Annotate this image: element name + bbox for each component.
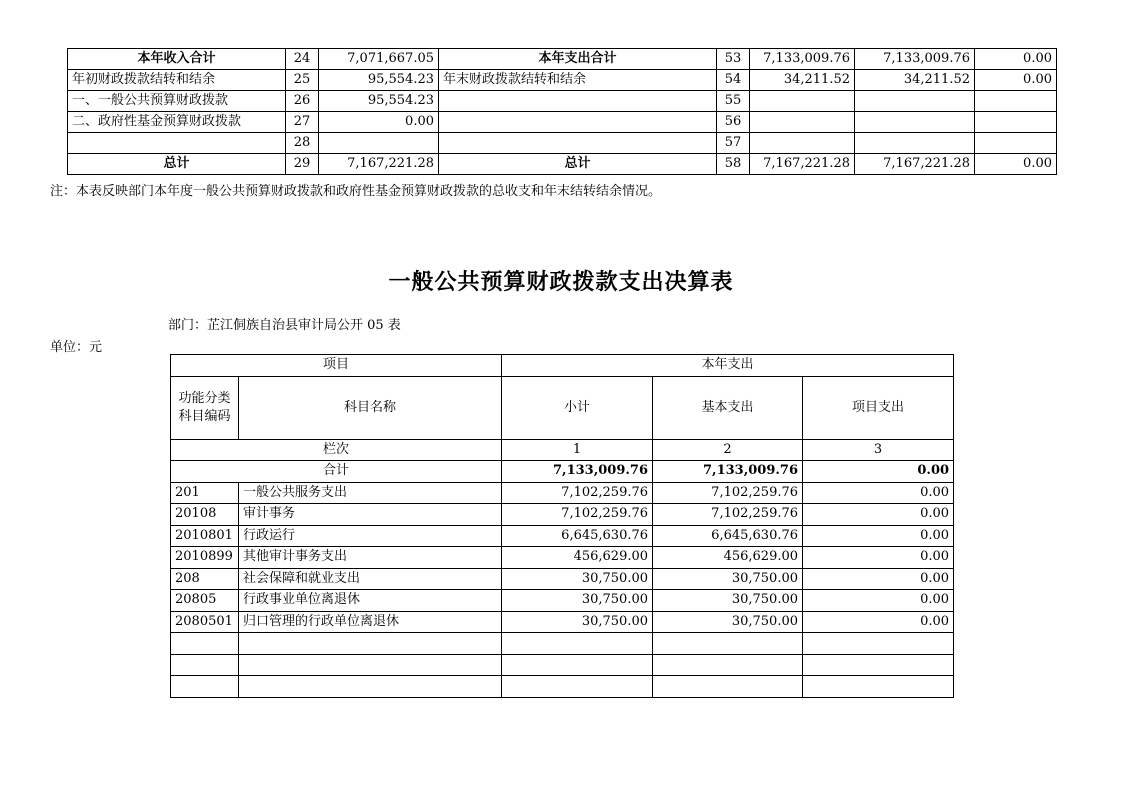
- table-row: [171, 482, 954, 504]
- right-label: 本年支出合计: [439, 49, 717, 70]
- table-row: [68, 70, 1057, 91]
- table-note: 注：本表反映部门本年度一般公共预算财政拨款和政府性基金预算财政拨款的总收支和年末结转结余情况。: [50, 184, 662, 199]
- row-subtotal: 7,102,259.76: [502, 482, 653, 504]
- row-subtotal: 7,102,259.76: [502, 504, 653, 526]
- right-total: 7,167,221.28: [750, 154, 855, 175]
- row-basic: 456,629.00: [653, 547, 803, 569]
- index-row: [171, 439, 954, 461]
- right-label: 总计: [439, 154, 717, 175]
- row-subtotal: 30,750.00: [502, 590, 653, 612]
- row-name: [239, 654, 502, 676]
- right-basic: 7,133,009.76: [855, 49, 975, 70]
- total-subtotal: 7,133,009.76: [502, 461, 653, 483]
- row-code: 2080501: [171, 611, 239, 633]
- total-project: 0.00: [803, 461, 954, 483]
- index-label: 栏次: [171, 439, 502, 461]
- right-project: [975, 133, 1057, 154]
- general-budget-expenditure-table: [170, 354, 954, 698]
- right-project: 0.00: [975, 154, 1057, 175]
- expenditure-table-body: [171, 355, 954, 698]
- row-code: 2010899: [171, 547, 239, 569]
- row-subtotal: 30,750.00: [502, 611, 653, 633]
- left-label: 总计: [68, 154, 286, 175]
- row-code: [171, 633, 239, 655]
- col-code-header: 功能分类科目编码: [171, 376, 239, 439]
- row-name: [239, 676, 502, 698]
- col-name-header: 科目名称: [239, 376, 502, 439]
- row-project: 0.00: [803, 611, 954, 633]
- col-project-header: 项目支出: [803, 376, 954, 439]
- row-subtotal: [502, 676, 653, 698]
- header-row: [171, 376, 954, 439]
- left-row-no: 28: [286, 133, 319, 154]
- right-basic: 34,211.52: [855, 70, 975, 91]
- row-code: 2010801: [171, 525, 239, 547]
- page-title: 一般公共预算财政拨款支出决算表: [388, 269, 734, 295]
- col-subtotal-header: 小计: [502, 376, 653, 439]
- left-row-no: 27: [286, 112, 319, 133]
- table-row: [171, 590, 954, 612]
- right-project: 0.00: [975, 49, 1057, 70]
- row-name: [239, 633, 502, 655]
- table-row: [171, 676, 954, 698]
- left-label: 一、一般公共预算财政拨款: [68, 91, 286, 112]
- row-subtotal: 6,645,630.76: [502, 525, 653, 547]
- left-label: 年初财政拨款结转和结余: [68, 70, 286, 91]
- left-amount: 95,554.23: [319, 91, 439, 112]
- total-basic: 7,133,009.76: [653, 461, 803, 483]
- right-total: [750, 112, 855, 133]
- left-amount: 7,167,221.28: [319, 154, 439, 175]
- department-label: 部门：芷江侗族自治县审计局公开 05 表: [168, 318, 401, 333]
- table-row: [68, 49, 1057, 70]
- right-row-no: 54: [717, 70, 750, 91]
- right-project: [975, 112, 1057, 133]
- row-project: [803, 676, 954, 698]
- row-project: 0.00: [803, 547, 954, 569]
- row-basic: 30,750.00: [653, 611, 803, 633]
- row-code: [171, 676, 239, 698]
- table-row: [171, 611, 954, 633]
- right-total: [750, 91, 855, 112]
- left-label: 本年收入合计: [68, 49, 286, 70]
- right-total: 34,211.52: [750, 70, 855, 91]
- table-row: [171, 654, 954, 676]
- total-row: [171, 461, 954, 483]
- right-label: [439, 112, 717, 133]
- row-subtotal: 30,750.00: [502, 568, 653, 590]
- row-project: [803, 654, 954, 676]
- right-row-no: 55: [717, 91, 750, 112]
- header-item: 项目: [171, 355, 502, 377]
- table-row: [171, 547, 954, 569]
- header-row: [171, 355, 954, 377]
- row-basic: 7,102,259.76: [653, 504, 803, 526]
- table-row: [68, 154, 1057, 175]
- right-row-no: 57: [717, 133, 750, 154]
- row-name: 行政运行: [239, 525, 502, 547]
- row-basic: 7,102,259.76: [653, 482, 803, 504]
- row-subtotal: 456,629.00: [502, 547, 653, 569]
- summary-table-body: [68, 49, 1057, 175]
- table-row: [68, 112, 1057, 133]
- row-code: 20805: [171, 590, 239, 612]
- right-row-no: 53: [717, 49, 750, 70]
- table-row: [171, 633, 954, 655]
- row-basic: 30,750.00: [653, 590, 803, 612]
- total-label: 合计: [171, 461, 502, 483]
- left-row-no: 26: [286, 91, 319, 112]
- right-basic: 7,167,221.28: [855, 154, 975, 175]
- right-basic: [855, 91, 975, 112]
- table-row: [171, 525, 954, 547]
- left-row-no: 25: [286, 70, 319, 91]
- row-project: 0.00: [803, 504, 954, 526]
- right-basic: [855, 112, 975, 133]
- right-project: [975, 91, 1057, 112]
- row-name: 社会保障和就业支出: [239, 568, 502, 590]
- right-label: [439, 133, 717, 154]
- table-row: [171, 568, 954, 590]
- row-name: 审计事务: [239, 504, 502, 526]
- row-code: 201: [171, 482, 239, 504]
- row-code: 20108: [171, 504, 239, 526]
- row-subtotal: [502, 654, 653, 676]
- row-subtotal: [502, 633, 653, 655]
- index-3: 3: [803, 439, 954, 461]
- header-expense: 本年支出: [502, 355, 954, 377]
- row-project: 0.00: [803, 525, 954, 547]
- right-label: [439, 91, 717, 112]
- left-amount: [319, 133, 439, 154]
- left-label: 二、政府性基金预算财政拨款: [68, 112, 286, 133]
- row-basic: 6,645,630.76: [653, 525, 803, 547]
- right-row-no: 56: [717, 112, 750, 133]
- left-amount: 0.00: [319, 112, 439, 133]
- unit-label: 单位：元: [50, 340, 103, 355]
- income-expense-summary-table: [67, 48, 1057, 175]
- row-project: 0.00: [803, 482, 954, 504]
- right-label: 年末财政拨款结转和结余: [439, 70, 717, 91]
- right-total: 7,133,009.76: [750, 49, 855, 70]
- col-basic-header: 基本支出: [653, 376, 803, 439]
- row-basic: [653, 676, 803, 698]
- index-1: 1: [502, 439, 653, 461]
- row-code: [171, 654, 239, 676]
- right-row-no: 58: [717, 154, 750, 175]
- right-project: 0.00: [975, 70, 1057, 91]
- right-basic: [855, 133, 975, 154]
- table-row: [171, 504, 954, 526]
- table-row: [68, 91, 1057, 112]
- row-name: 其他审计事务支出: [239, 547, 502, 569]
- left-amount: 95,554.23: [319, 70, 439, 91]
- left-amount: 7,071,667.05: [319, 49, 439, 70]
- left-row-no: 24: [286, 49, 319, 70]
- row-project: 0.00: [803, 568, 954, 590]
- right-total: [750, 133, 855, 154]
- left-row-no: 29: [286, 154, 319, 175]
- left-label: [68, 133, 286, 154]
- index-2: 2: [653, 439, 803, 461]
- row-basic: [653, 654, 803, 676]
- row-name: 行政事业单位离退休: [239, 590, 502, 612]
- row-basic: [653, 633, 803, 655]
- row-project: 0.00: [803, 590, 954, 612]
- row-name: 归口管理的行政单位离退休: [239, 611, 502, 633]
- row-project: [803, 633, 954, 655]
- row-name: 一般公共服务支出: [239, 482, 502, 504]
- table-row: [68, 133, 1057, 154]
- row-basic: 30,750.00: [653, 568, 803, 590]
- row-code: 208: [171, 568, 239, 590]
